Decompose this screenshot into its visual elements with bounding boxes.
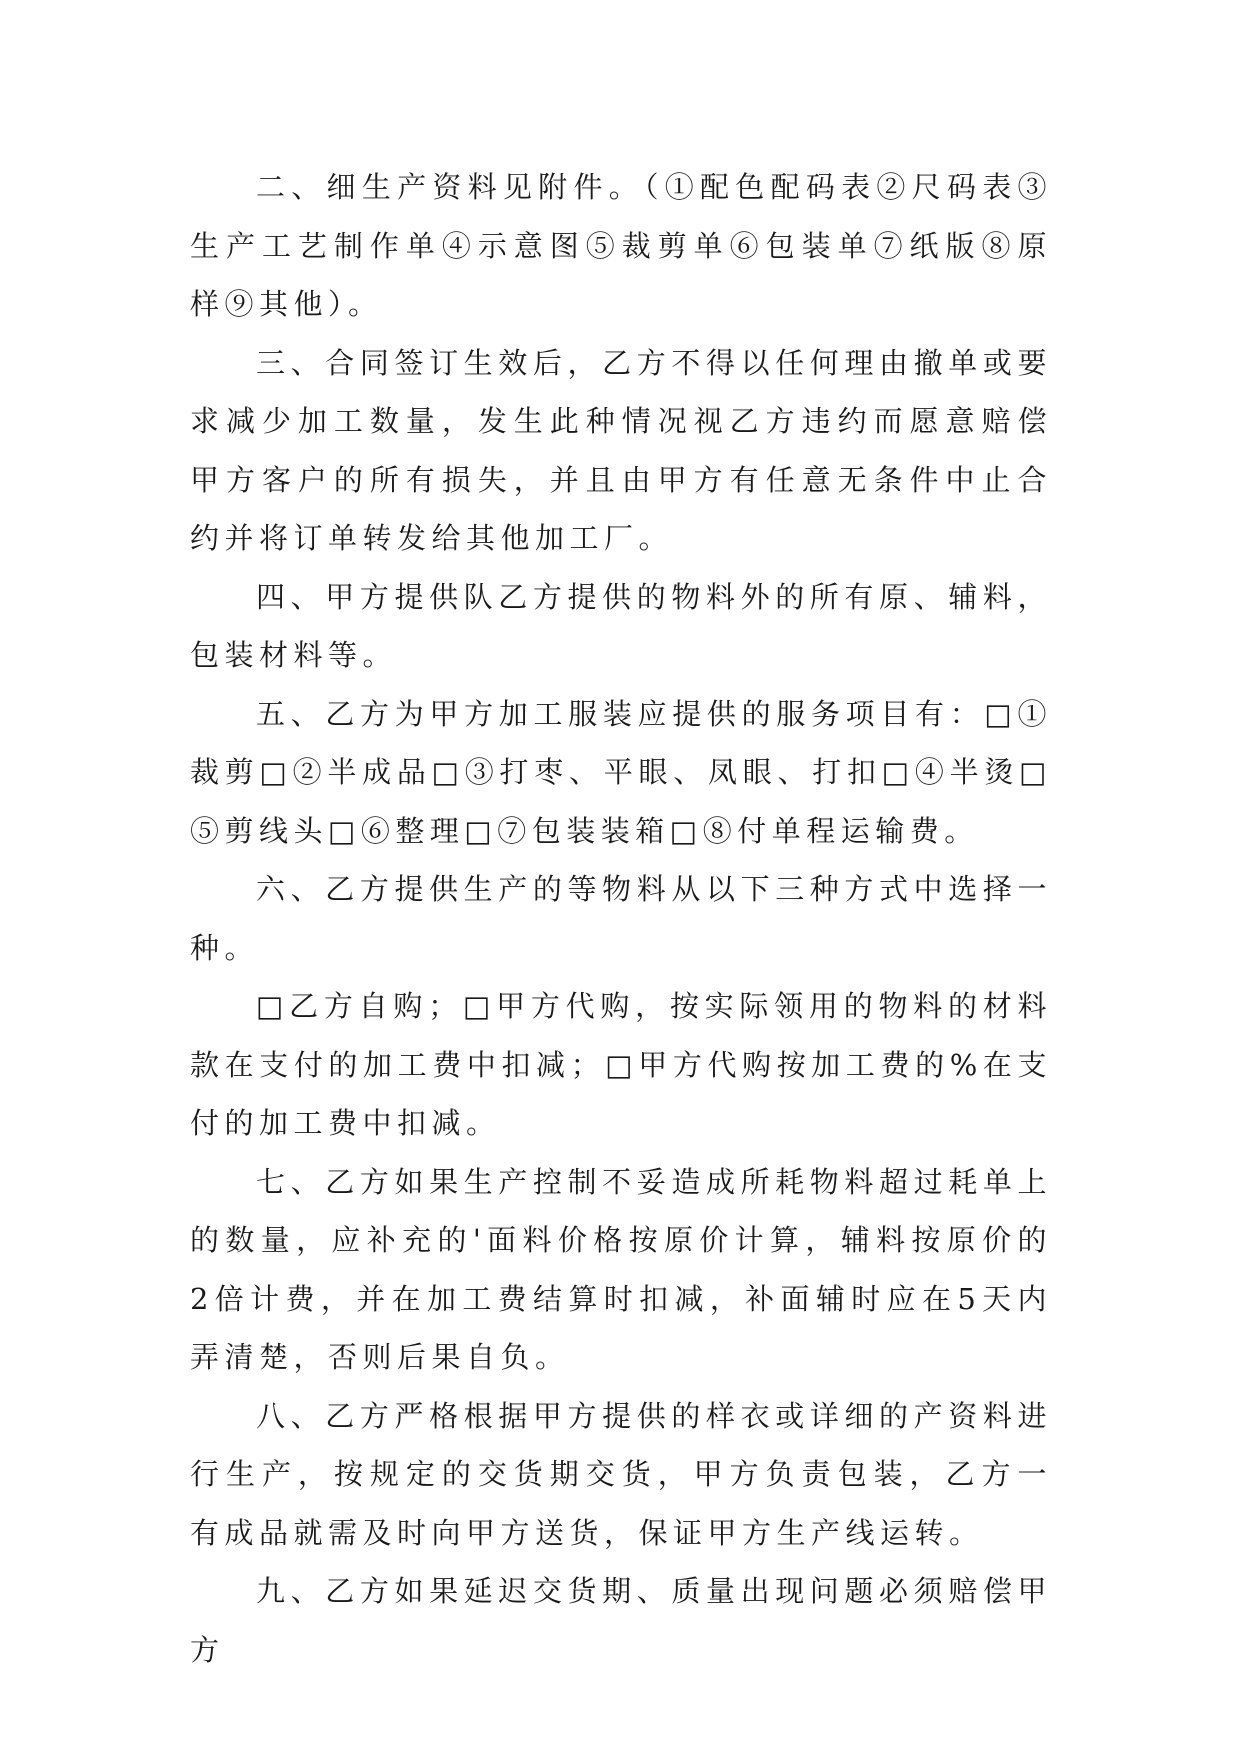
paragraph-clause-2: 二、细生产资料见附件。（①配色配码表②尺码表③生产工艺制作单④示意图⑤裁剪单⑥包装单⑦纸版⑧原样⑨其他）。 xyxy=(190,170,1052,321)
paragraph-clause-8: 八、乙方严格根据甲方提供的样衣或详细的产资料进行生产，按规定的交货期交货，甲方负责包装，乙方一有成品就需及时向甲方送货，保证甲方生产线运转。 xyxy=(190,1398,1052,1550)
paragraph-clause-6: 六、乙方提供生产的等物料从以下三种方式中选择一种。 xyxy=(190,872,1052,965)
paragraph-clause-7: 七、乙方如果生产控制不妥造成所耗物料超过耗单上的数量，应补充的'面料价格按原价计算，辅料按原价的2倍计费，并在加工费结算时扣减，补面辅时应在5天内弄清楚，否则后果自负。 xyxy=(190,1164,1052,1374)
paragraph-clause-5: 五、乙方为甲方加工服装应提供的服务项目有：□①裁剪□②半成品□③打枣、平眼、凤眼、打扣□④半烫□⑤剪线头□⑥整理□⑦包装装箱□⑧付单程运输费。 xyxy=(190,696,1052,848)
paragraph-clause-9: 九、乙方如果延迟交货期、质量出现问题必须赔偿甲方 xyxy=(190,1574,1052,1667)
document-body xyxy=(190,158,1052,1679)
paragraph-clause-3: 三、合同签订生效后，乙方不得以任何理由撤单或要求减少加工数量，发生此种情况视乙方违约而愿意赔偿甲方客户的所有损失，并且由甲方有任意无条件中止合约并将订单转发给其他加工厂。 xyxy=(190,345,1052,555)
paragraph-clause-6-options: □乙方自购；□甲方代购，按实际领用的物料的材料款在支付的加工费中扣减；□甲方代购按加工费的%在支付的加工费中扣减。 xyxy=(190,989,1052,1140)
paragraph-clause-4: 四、甲方提供队乙方提供的物料外的所有原、辅料，包装材料等。 xyxy=(190,579,1052,672)
